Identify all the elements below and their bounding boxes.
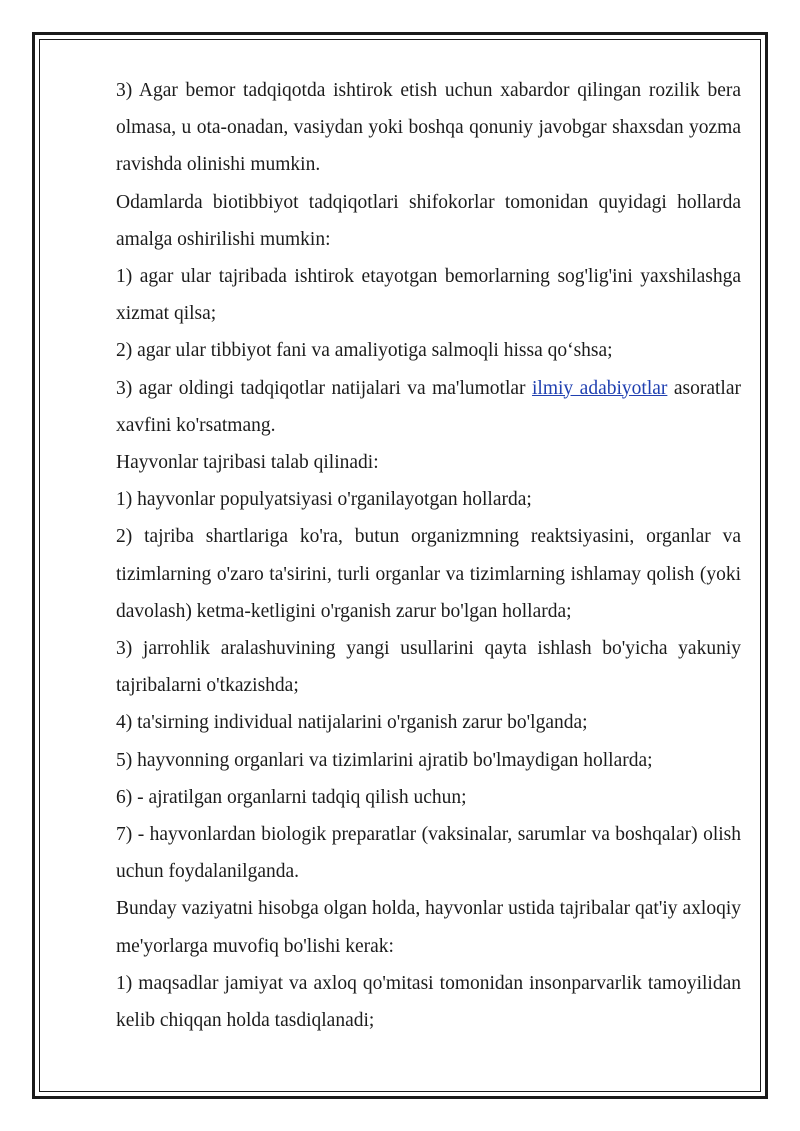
list-item-health-improvement: 1) agar ular tajribada ishtirok etayotgan bemorlarning sog'lig'ini yaxshilashga xizmat qilsa;: [116, 266, 741, 325]
list-item-inseparable-organs: 5) hayvonning organlari va tizimlarini ajratib bo'lmaydigan hollarda;: [116, 749, 653, 771]
list-item-surgical-methods: 3) jarrohlik aralashuvining yangi usullarini qayta ishlash bo'yicha yakuniy tajribalarni o'tkazishda;: [116, 638, 741, 697]
list-item-biological-preparations: 7) - hayvonlardan biologik preparatlar (vaksinalar, sarumlar va boshqalar) olish uchun foydalanilganda.: [116, 824, 741, 883]
document-body: [116, 72, 741, 1039]
list-item-science-contribution: 2) agar ular tibbiyot fani va amaliyotiga salmoqli hissa qo‘shsa;: [116, 340, 613, 362]
scientific-literature-link[interactable]: ilmiy adabiyotlar: [532, 377, 668, 399]
paragraph-research-conditions: Odamlarda biotibbiyot tadqiqotlari shifokorlar tomonidan quyidagi hollarda amalga oshirilishi mumkin:: [116, 191, 741, 250]
prior-research-text: 3) agar oldingi tadqiqotlar natijalari va ma'lumotlar: [116, 377, 526, 399]
paragraph-consent-guardian: 3) Agar bemor tadqiqotda ishtirok etish uchun xabardor qilingan rozilik bera olmasa, u ota-onadan, vasiydan yoki boshqa qonuniy javobgar shaxsdan yozma ravishda olinishi mumkin.: [116, 80, 741, 176]
list-item-individual-results: 4) ta'sirning individual natijalarini o'rganish zarur bo'lganda;: [116, 712, 588, 734]
list-item-organism-reaction: 2) tajriba shartlariga ko'ra, butun organizmning reaktsiyasini, organlar va tizimlarning o'zaro ta'sirini, turli organlar va tizimlarning ishlamay qolish (yoki davolash) ketma-ketligini o'rganish zarur bo'lgan hollarda;: [116, 526, 741, 622]
list-item-isolated-organs: 6) - ajratilgan organlarni tadqiq qilish uchun;: [116, 786, 467, 808]
list-item-humanism-principle: 1) maqsadlar jamiyat va axloq qo'mitasi tomonidan insonparvarlik tamoyilidan kelib chiqqan holda tasdiqlanadi;: [116, 972, 741, 1032]
list-item-animal-population: 1) hayvonlar populyatsiyasi o'rganilayotgan hollarda;: [116, 489, 532, 511]
list-item-prior-research: [116, 370, 741, 444]
prior-research-text-end: asoratlar xavfini ko'rsatmang.: [116, 377, 742, 436]
paragraph-animal-experiments: Hayvonlar tajribasi talab qilinadi:: [116, 452, 379, 474]
paragraph-ethical-standards: Bunday vaziyatni hisobga olgan holda, hayvonlar ustida tajribalar qat'iy axloqiy me'yorlarga muvofiq bo'lishi kerak:: [116, 898, 741, 957]
